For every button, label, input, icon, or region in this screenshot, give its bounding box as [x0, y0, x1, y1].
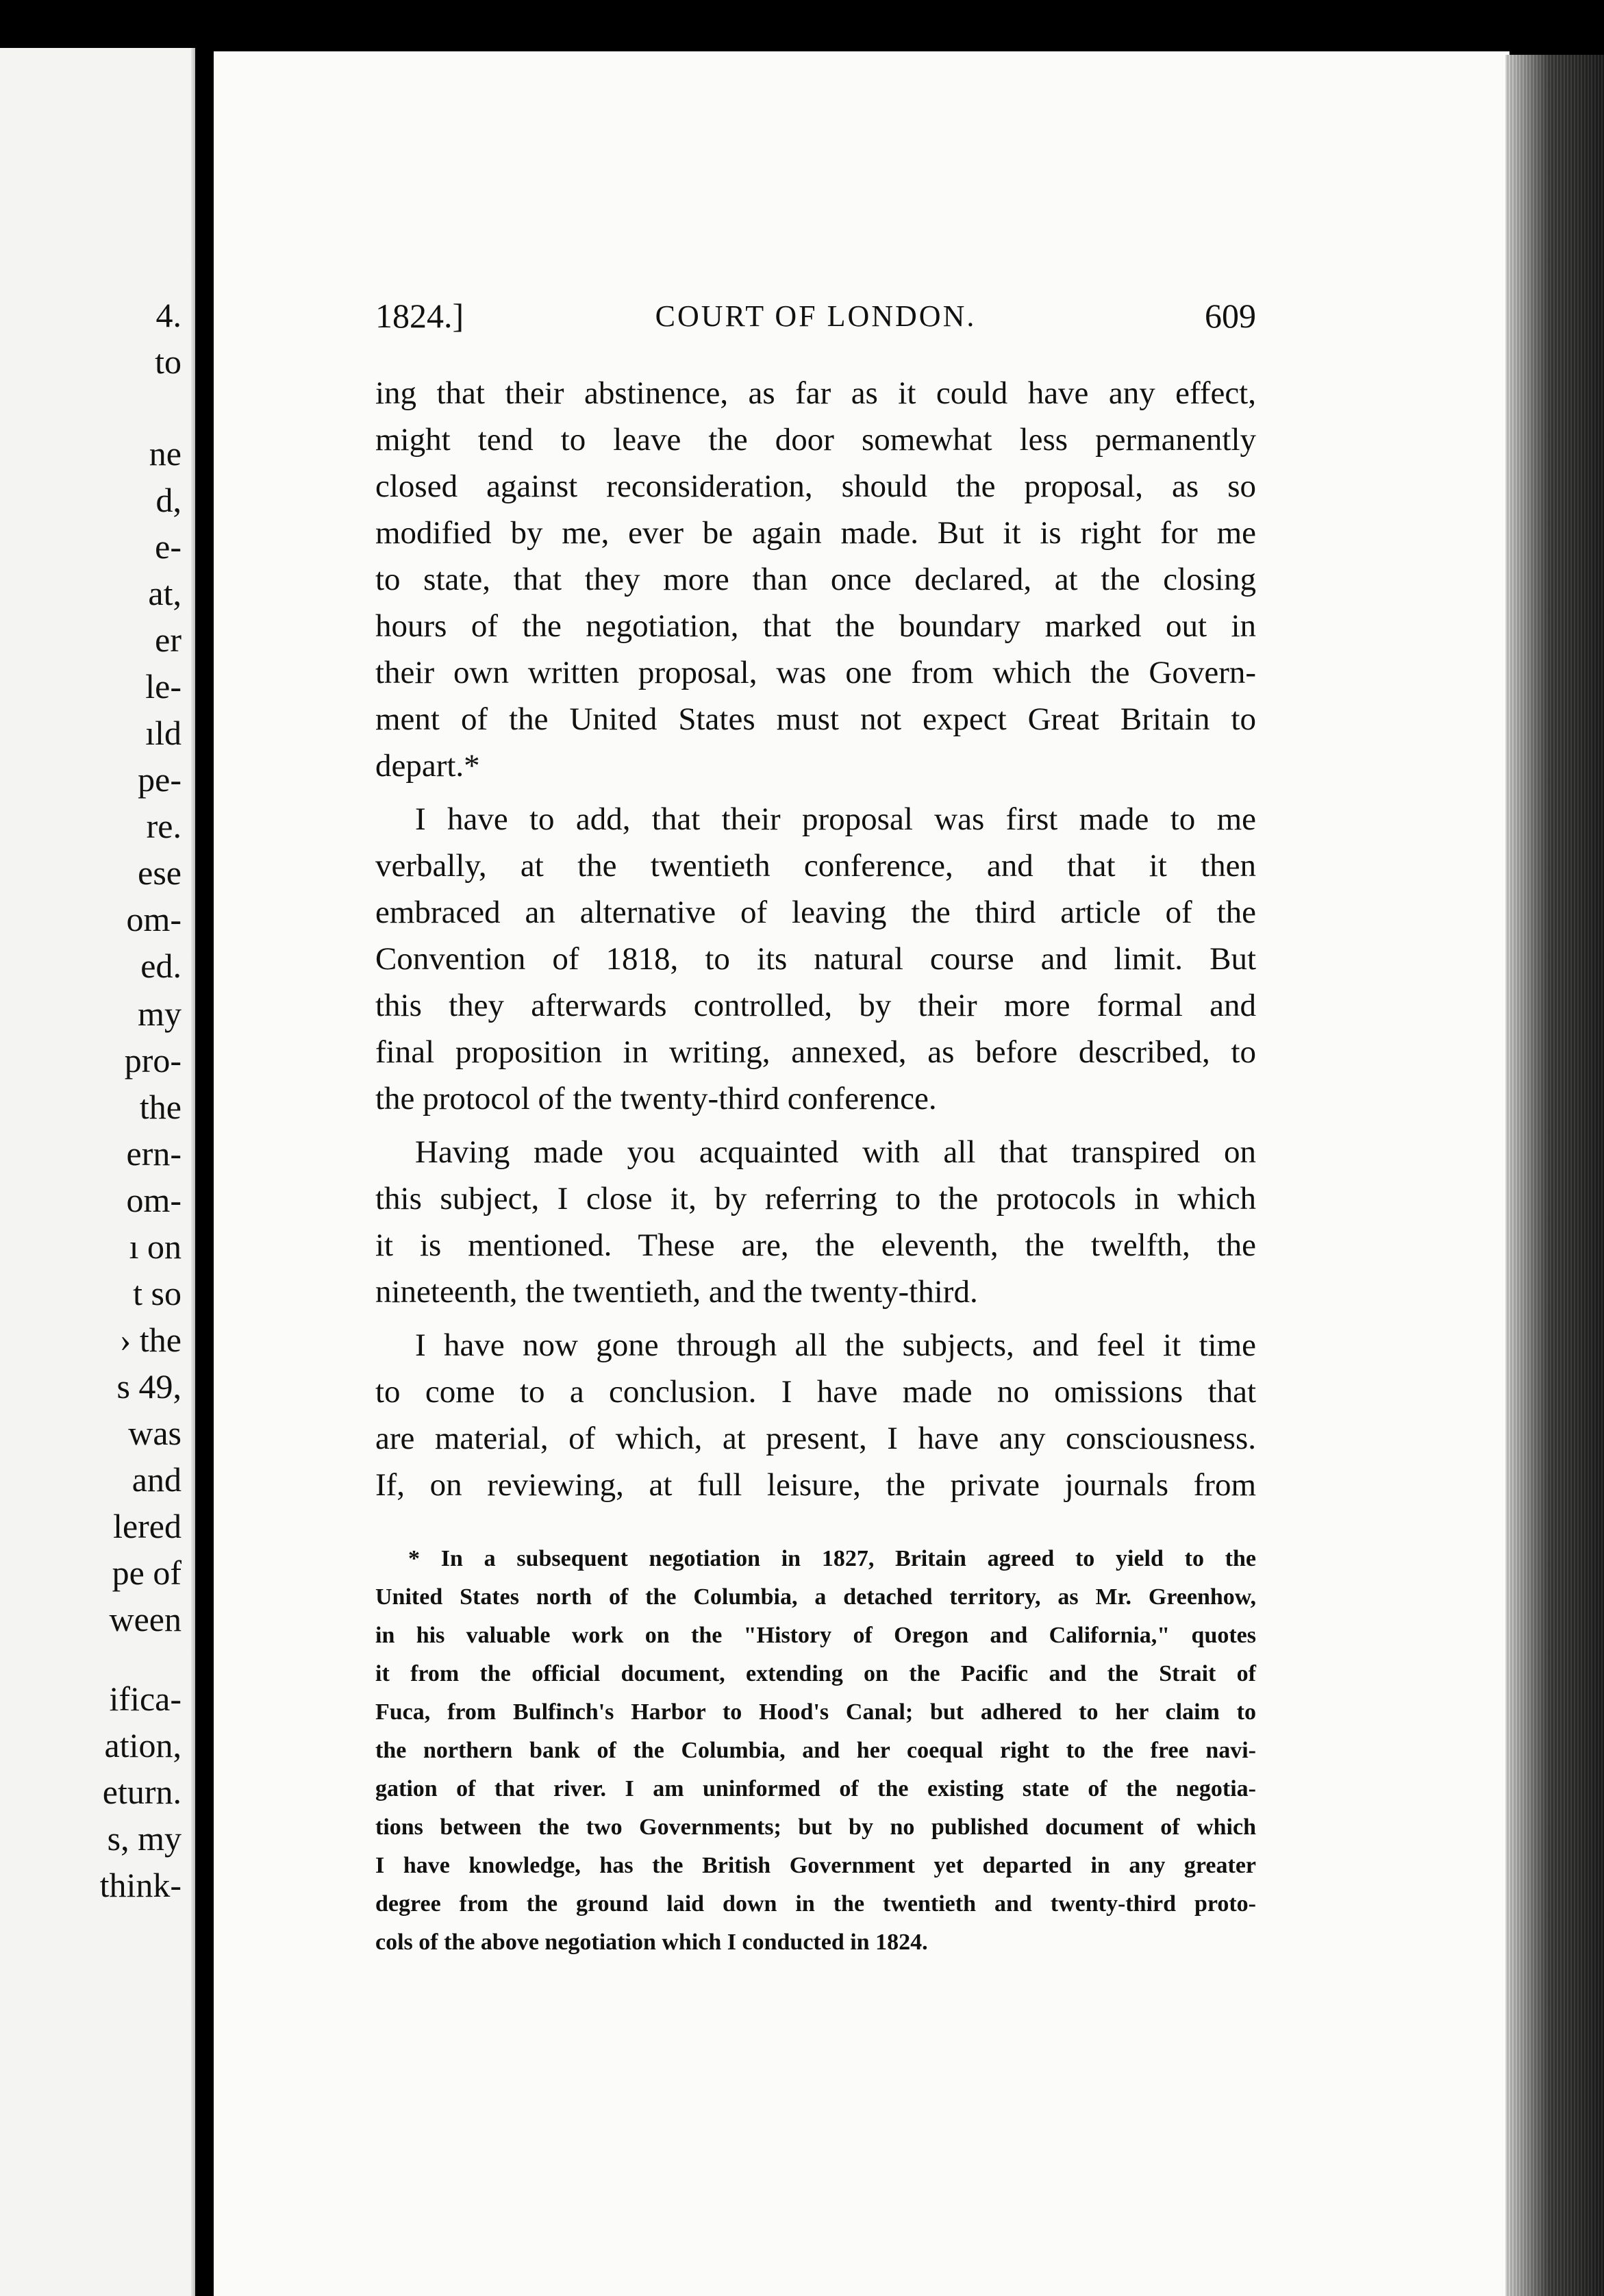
left-fragment: ed. [140, 947, 181, 985]
left-fragment: lered [113, 1507, 181, 1545]
main-text [375, 370, 1256, 1508]
text-line: modified by me, ever be again made. But it is right for me [375, 515, 1256, 551]
left-fragment: ifica- [109, 1680, 181, 1718]
footnote-line: * In a subsequent negotiation in 1827, Britain agreed to yield to the [408, 1546, 1256, 1571]
left-fragment: e- [155, 527, 181, 566]
paragraph-gap [375, 1122, 1256, 1129]
text-line: verbally, at the twentieth conference, and that it then [375, 848, 1256, 884]
text-line: this they afterwards controlled, by their more formal and [375, 988, 1256, 1023]
left-fragment: pro- [124, 1041, 181, 1080]
text-line: might tend to leave the door somewhat less permanently [375, 422, 1256, 458]
text-line: final proposition in writing, annexed, as before described, to [375, 1034, 1256, 1070]
left-fragment: think- [99, 1866, 181, 1904]
header-title: COURT OF LONDON. [655, 299, 977, 333]
left-fragment: ıld [145, 714, 181, 752]
facing-page-edge [191, 48, 195, 2296]
left-fragment: ne [149, 434, 181, 473]
text-line: the protocol of the twenty-third conference. [375, 1081, 937, 1116]
text-line: are material, of which, at present, I have any consciousness. [375, 1421, 1256, 1456]
paragraph-gap [375, 789, 1256, 796]
text-line: I have to add, that their proposal was first made to me [415, 801, 1256, 837]
left-fragment: pe- [138, 760, 181, 799]
footnote-line: tions between the two Governments; but by no published document of which [375, 1814, 1256, 1840]
paragraph-gap [375, 1315, 1256, 1322]
page-stack-edge [1505, 55, 1604, 2296]
left-fragment: le- [145, 667, 181, 706]
footnote-line: the northern bank of the Columbia, and her coequal right to the free navi- [375, 1738, 1256, 1763]
left-fragment: d, [155, 481, 181, 519]
footnote-line: Fuca, from Bulfinch's Harbor to Hood's Canal; but adhered to her claim to [375, 1699, 1256, 1725]
left-fragment: er [155, 621, 181, 659]
left-fragment: eturn. [102, 1773, 181, 1811]
header-year: 1824.] [375, 297, 464, 335]
left-fragment: and [131, 1460, 181, 1499]
text-line: their own written proposal, was one from which the Govern- [375, 655, 1256, 690]
left-fragment: pe of [112, 1553, 181, 1592]
left-fragment: t so [133, 1274, 181, 1312]
left-fragment: ation, [104, 1726, 181, 1764]
left-fragment: s, my [107, 1819, 181, 1858]
running-header [375, 296, 1256, 344]
text-line: this subject, I close it, by referring to the protocols in which [375, 1181, 1256, 1216]
left-fragment: › the [119, 1321, 181, 1359]
text-line: ing that their abstinence, as far as it could have any effect, [375, 375, 1256, 411]
left-fragment: 4. [155, 296, 181, 334]
text-line: depart.* [375, 748, 480, 784]
page-stack-streaks [1505, 55, 1604, 2296]
left-fragment: at, [148, 574, 181, 612]
left-fragment: ween [109, 1600, 181, 1638]
left-fragment: the [139, 1088, 181, 1126]
left-fragment: re. [146, 807, 181, 845]
left-fragment: to [155, 342, 181, 381]
left-fragment: om- [126, 1181, 181, 1219]
text-line: it is mentioned. These are, the eleventh, the twelfth, the [375, 1227, 1256, 1263]
footnote-line: gation of that river. I am uninformed of the existing state of the negotia- [375, 1776, 1256, 1801]
footnote-line: it from the official document, extending on the Pacific and the Strait of [375, 1661, 1256, 1686]
text-line: I have now gone through all the subjects, and feel it time [415, 1327, 1256, 1363]
text-line: nineteenth, the twentieth, and the twenty-third. [375, 1274, 978, 1310]
text-line: embraced an alternative of leaving the third article of the [375, 895, 1256, 930]
footnote-line: I have knowledge, has the British Government yet departed in any greater [375, 1853, 1256, 1878]
text-line: to come to a conclusion. I have made no omissions that [375, 1374, 1256, 1410]
left-fragment: ern- [126, 1134, 181, 1173]
text-line: Convention of 1818, to its natural course and limit. But [375, 941, 1256, 977]
page-number: 609 [1205, 297, 1256, 335]
footnote-line: United States north of the Columbia, a detached territory, as Mr. Greenhow, [375, 1584, 1256, 1610]
text-line: to state, that they more than once declared, at the closing [375, 562, 1256, 597]
text-line: closed against reconsideration, should the proposal, as so [375, 469, 1256, 504]
footnote-line: in his valuable work on the "History of Oregon and California," quotes [375, 1623, 1256, 1648]
text-line: ment of the United States must not expect Great Britain to [375, 701, 1256, 737]
footnote-line: degree from the ground laid down in the twentieth and twenty-third proto- [375, 1891, 1256, 1917]
footnote-line: cols of the above negotiation which I conducted in 1824. [375, 1930, 928, 1955]
left-fragment: my [138, 995, 181, 1033]
left-fragment: om- [126, 900, 181, 938]
text-line: hours of the negotiation, that the boundary marked out in [375, 608, 1256, 644]
facing-page-fragment [0, 48, 195, 2296]
footnote [375, 1540, 1256, 1962]
left-fragment: s 49, [116, 1367, 181, 1406]
left-fragment: ese [138, 853, 181, 892]
text-line: If, on reviewing, at full leisure, the private journals from [375, 1467, 1256, 1503]
left-fragment: ı on [129, 1227, 181, 1266]
text-line: Having made you acquainted with all that transpired on [415, 1134, 1256, 1170]
left-fragment: was [128, 1414, 181, 1452]
